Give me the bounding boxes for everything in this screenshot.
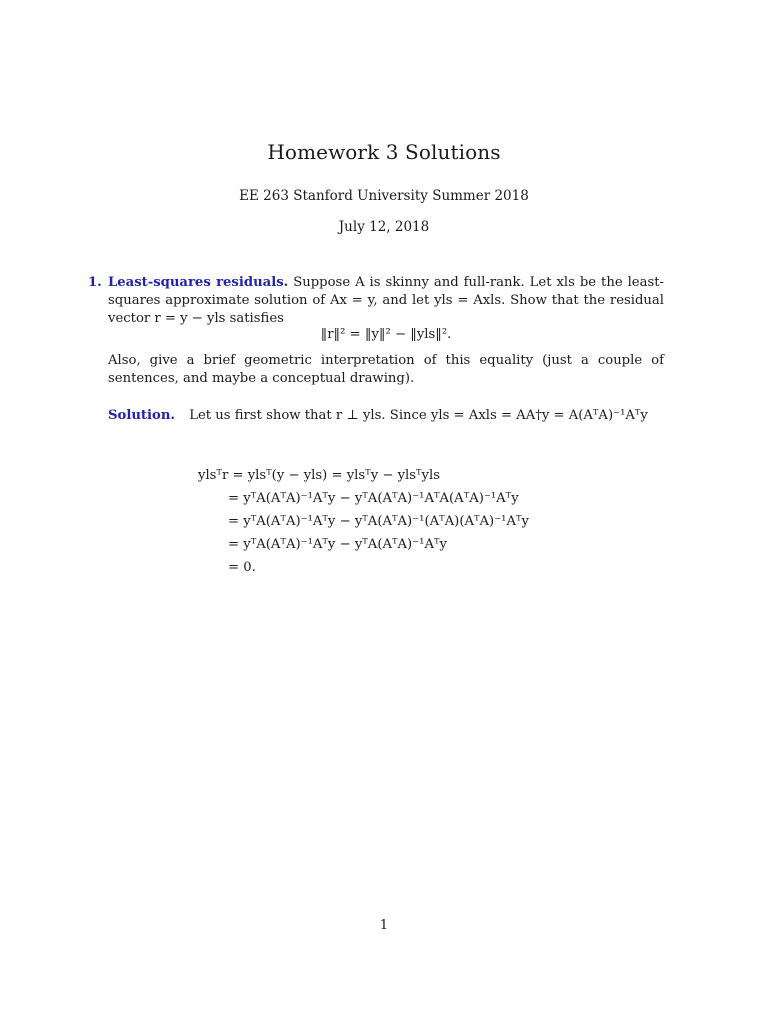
solution-label: Solution.: [108, 408, 175, 423]
problem-equation: ‖r‖² = ‖y‖² − ‖yls‖².: [320, 327, 452, 342]
derivation-line-text: = yᵀA(AᵀA)⁻¹Aᵀy − yᵀA(AᵀA)⁻¹AᵀA(AᵀA)⁻¹Aᵀy: [228, 491, 519, 506]
derivation-line-text: = 0.: [228, 560, 256, 575]
solution-intro: [108, 407, 664, 425]
derivation-line: [198, 533, 529, 556]
solution-derivation: [198, 464, 529, 579]
derivation-line-text: ylsᵀr = ylsᵀ(y − yls) = ylsᵀy − ylsᵀyls: [198, 468, 440, 483]
derivation-line: [198, 510, 529, 533]
problem-statement: [108, 274, 664, 328]
document-date: July 12, 2018: [338, 219, 430, 235]
derivation-line: [198, 556, 529, 579]
derivation-line-text: = yᵀA(AᵀA)⁻¹Aᵀy − yᵀA(AᵀA)⁻¹Aᵀy: [228, 537, 447, 552]
derivation-line-text: = yᵀA(AᵀA)⁻¹Aᵀy − yᵀA(AᵀA)⁻¹(AᵀA)(AᵀA)⁻¹Aᵀy: [228, 514, 529, 529]
derivation-line: [198, 464, 529, 487]
page-number: 1: [379, 918, 389, 933]
problem-heading: Least-squares residuals.: [108, 275, 289, 290]
solution-text: Let us first show that r ⊥ yls. Since yls = Axls = AA†y = A(AᵀA)⁻¹Aᵀy: [189, 408, 648, 423]
document-title: Homework 3 Solutions: [267, 140, 501, 164]
problem-number: 1.: [88, 275, 102, 290]
document-subtitle: EE 263 Stanford University Summer 2018: [239, 188, 529, 204]
problem-followup: Also, give a brief geometric interpretation of this equality (just a couple of sentences, and maybe a conceptual drawing).: [108, 353, 664, 386]
derivation-line: [198, 487, 529, 510]
problem-intro: Suppose A is skinny and full-rank. Let xls be the least-squares approximate solution of Ax = y, and let yls = Axls. Show that the residual vector r = y − yls satisfies: [108, 275, 664, 326]
